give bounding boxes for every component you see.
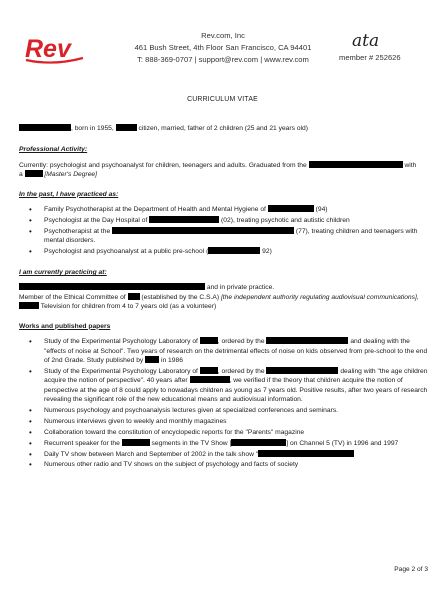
company-contact: T: 888-369-0707 | support@rev.com | www.rev.com	[137, 55, 309, 65]
list-item: • Study of the Experimental Psychology Laboratory of , ordered by the dealing with "the age children acquire the notion of perspective". 40 years after , we verified if the theory that children acquire the notion of perspective at the age of 8 could apply to nowadays children as young as 7 years old. Positive results, after two years of research revealing the significant role of the new educational means and audiovisual information.	[19, 367, 429, 405]
member-number: member # 252626	[339, 53, 401, 62]
list-item: • Psychotherapist at the (77), treating children and teenagers with mental disorders.	[19, 227, 429, 246]
ata-logo	[352, 30, 392, 52]
redaction	[25, 170, 43, 177]
svg-text:ata: ata	[352, 31, 380, 51]
past-list	[19, 205, 429, 257]
svg-text:Rev: Rev	[25, 35, 71, 63]
list-item: • Numerous other radio and TV shows on the subject of psychology and facts of society	[19, 460, 429, 469]
redaction	[200, 337, 218, 344]
redaction	[309, 161, 403, 168]
section-heading-current: I am currently practicing at:	[19, 269, 107, 277]
redaction	[122, 439, 150, 446]
cv-body	[19, 124, 429, 471]
list-item: • Numerous interviews given to weekly and monthly magazines	[19, 417, 429, 426]
redaction	[266, 367, 338, 374]
redaction	[19, 283, 205, 290]
redaction	[19, 124, 71, 131]
redaction	[128, 293, 140, 300]
list-item: • Family Psychotherapist at the Department of Health and Mental Hygiene of (94)	[19, 205, 429, 214]
redaction	[149, 216, 219, 223]
list-item: • Recurrent speaker for the segments in the TV Show ] on Channel 5 (TV) in 1996 and 1997	[19, 439, 429, 448]
list-item: • Numerous psychology and psychoanalysis lectures given at specialized conferences and seminars.	[19, 406, 429, 415]
list-item: • Psychologist and psychoanalyst at a public pre-school ( 92)	[19, 247, 429, 256]
redaction	[112, 227, 294, 234]
intro-paragraph: , born in 1955, citizen, married, father of 2 children (25 and 21 years old)	[19, 124, 429, 133]
works-list	[19, 337, 429, 470]
redaction	[116, 124, 137, 131]
company-header	[118, 30, 328, 67]
rev-logo	[23, 33, 93, 65]
list-item: • Study of the Experimental Psychology Laboratory of , ordered by the and dealing with the "effects of noise at School". Two years of research on the detrimental effects of noise on kids observed from pre-school to the end of 2nd Grade. Study published by in 1986	[19, 337, 429, 365]
section-heading-professional: Professional Activity:	[19, 146, 88, 154]
list-item: • Psychologist at the Day Hospital of (02), treating psychotic and autistic children	[19, 216, 429, 225]
redaction	[268, 205, 314, 212]
list-item: • Daily TV show between March and September of 2002 in the talk show "	[19, 450, 429, 459]
redaction	[200, 367, 218, 374]
page-number: Page 2 of 3	[394, 566, 428, 573]
current-paragraph: and in private practice. Member of the Ethical Committee of (established by the C.S.A) [the independent authority regulating audiovisual communications], Television for children from 4 to 7 years old (as a volunteer)	[19, 284, 419, 311]
redaction	[258, 450, 354, 457]
redaction	[266, 337, 348, 344]
section-heading-works: Works and published papers	[19, 322, 111, 330]
company-name: Rev.com, Inc	[201, 31, 245, 40]
company-address: 461 Bush Street, 4th Floor San Francisco, CA 94401	[134, 43, 312, 53]
redaction	[19, 302, 39, 309]
redaction	[190, 376, 230, 383]
redaction	[145, 356, 159, 363]
redaction	[208, 247, 260, 254]
list-item: • Collaboration toward the constitution of encyclopedic reports for the "Parents" magazine	[19, 428, 429, 437]
document-title: CURRICULUM VITAE	[187, 96, 258, 103]
professional-paragraph: Currently: psychologist and psychoanalyst for children, teenagers and adults. Graduated from the with a [Master's Degree]	[19, 161, 417, 179]
section-heading-past: In the past, I have practiced as:	[19, 190, 119, 198]
redaction	[231, 439, 286, 446]
